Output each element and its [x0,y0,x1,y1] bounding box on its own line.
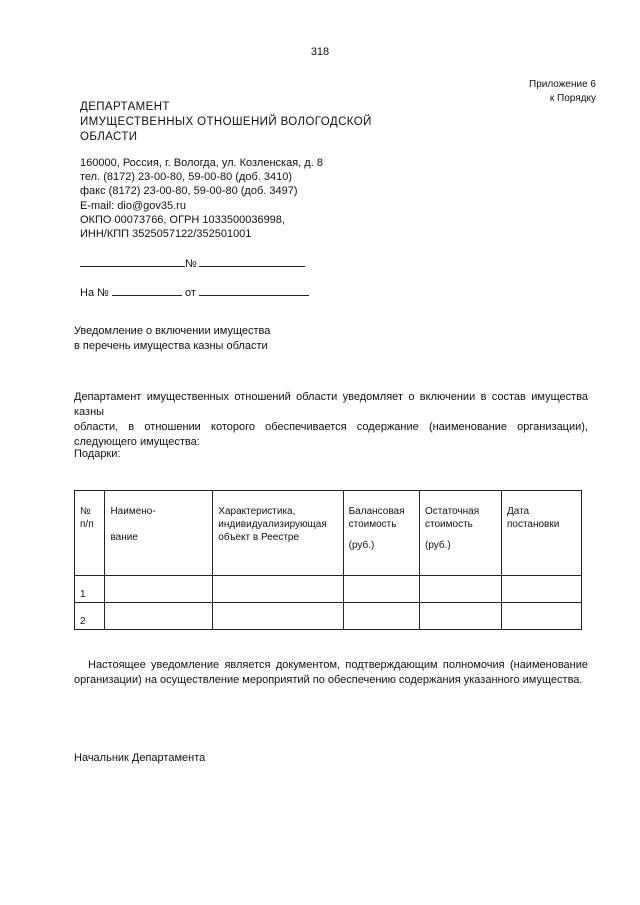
outgoing-number-line [80,256,305,270]
okpo-line: ОКПО 00073766, ОГРН 1033500036998, [80,213,285,226]
header-text: индивидуализирующая [218,519,327,530]
department-header [80,100,372,145]
row-cell [213,603,343,630]
header-number [75,491,105,576]
row-cell [420,576,502,603]
header-text: постановки [506,519,560,530]
phone-line: тел. (8172) 23-00-80, 59-00-80 (доб. 3410) [80,171,293,184]
from-label: от [185,287,196,299]
row-cell [105,603,213,630]
row-cell [105,576,213,603]
header-text: стоимость [348,519,397,530]
row-number: 1 [75,576,105,603]
signature-title: Начальник Департамента [74,752,206,764]
paragraph-line: Департамент имущественных отношений области уведомляет о включении в состав имущества казны [74,391,588,418]
gifts-label: Подарки: [74,448,121,460]
header-text: (руб.) [348,540,375,551]
table-header-row [75,491,582,576]
header-balance-value [343,491,419,576]
date-blank [80,256,185,267]
reference-number-blank [112,285,182,296]
page-number: 318 [310,46,330,58]
header-characteristic [213,491,343,576]
header-text: стоимость [425,519,473,530]
number-label: № [185,258,197,270]
notice-title-line: в перечень имущества казны области [74,340,268,352]
header-name [105,491,213,576]
header-text: Дата [506,506,530,517]
header-text: № [80,506,91,517]
row-cell [343,576,419,603]
appendix-line: Приложение 6 [529,79,596,90]
notice-title [74,324,270,354]
row-cell [420,603,502,630]
property-table [74,490,582,630]
header-text: Балансовая [348,506,405,517]
paragraph-line: следующего имущества: [74,436,200,448]
reference-label: На № [80,287,109,299]
email-line: E-mail: dio@gov35.ru [80,199,186,212]
department-name-line: ИМУЩЕСТВЕННЫХ ОТНОШЕНИЙ ВОЛОГОДСКОЙ [80,116,372,128]
paragraph-line: области, в отношении которого обеспечивается содержание (наименование организации), [74,421,588,433]
notice-title-line: Уведомление о включении имущества [74,325,271,337]
department-contacts [80,156,323,241]
header-text: (руб.) [425,540,451,551]
row-cell [501,603,581,630]
department-name-line: ДЕПАРТАМЕНТ [80,101,170,113]
address-line: 160000, Россия, г. Вологда, ул. Козленская, д. 8 [80,157,323,169]
paragraph-line: Настоящее уведомление является документом, подтверждающим полномочия (наименование [88,659,588,671]
appendix-reference [529,78,596,106]
fax-line: факс (8172) 23-00-80, 59-00-80 (доб. 3497) [80,185,298,198]
header-text: Наимено- [110,506,156,517]
authority-paragraph [74,658,588,688]
number-blank [199,256,305,267]
header-text: вание [110,532,138,543]
table-row [75,603,582,630]
department-name-line: ОБЛАСТИ [80,131,138,143]
header-text: объект в Реестре [218,532,300,543]
paragraph-line: организации) на осуществление мероприятий по обеспечению содержания указанного имущества. [74,674,583,686]
reference-number-line [80,285,309,299]
row-cell [343,603,419,630]
header-residual-value [420,491,502,576]
row-cell [213,576,343,603]
inn-line: ИНН/КПП 3525057122/352501001 [80,228,252,241]
table-row [75,576,582,603]
appendix-line: к Порядку [549,93,596,104]
header-text: Остаточная [425,506,480,517]
reference-date-blank [199,285,309,296]
header-registration-date [501,491,581,576]
header-text: Характеристика, [218,506,296,517]
row-number: 2 [75,603,105,630]
header-text: п/п [80,519,94,530]
row-cell [501,576,581,603]
notice-paragraph [74,390,588,450]
